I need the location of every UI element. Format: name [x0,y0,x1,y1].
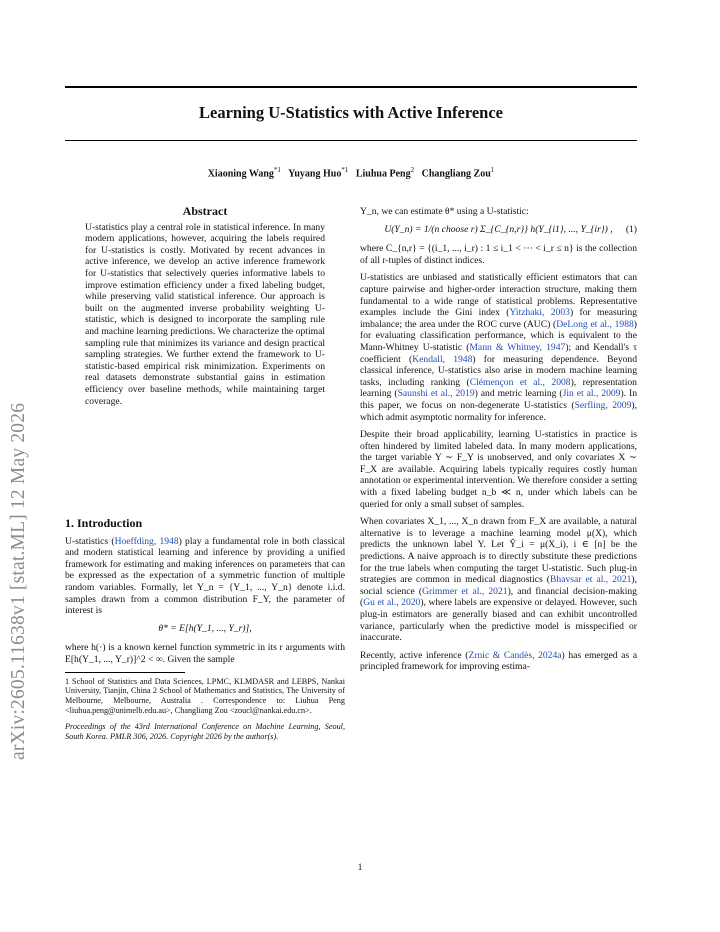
citation-link[interactable]: Bhavsar et al., 2021 [550,574,632,586]
citation-link[interactable]: Kendall, 1948 [412,353,473,365]
page-number: 1 [357,862,363,873]
right-paragraph-3: Despite their broad applicability, learning U-statistics in practice is often hindered by limited labeled data. In many modern applications, the target variable Y ∼ F_Y is unobserved, and only covariates X ∼ F_X are available. Acquiring labels typically requires costly human annotation or experimental intervention. We therefore consider a setting with a fixed labeling budget n_b ≪ n, under which labels can be queried for only a small subset of samples. [360,429,637,510]
abstract-text: U-statistics play a central role in statistical inference. In many modern applications, however, acquiring the labels required for U-statistics is costly. Motivated by recent advances in active inference, we develop an active inference framework for U-statistics that selectively queries informative labels to improve estimation efficiency under a fixed labeling budget, while preserving valid statistical inference. Our approach is built on the augmented inverse probability weighting U-statistic, which is designed to incorporate the sampling rule and machine learning predictions. We characterize the optimal sampling rule that minimizes its variance and design practical sampling strategies. We further extend the framework to U-statistic-based empirical risk minimization. Experiments on real datasets demonstrate substantial gains in estimation efficiency over baseline methods, while maintaining target coverage. [85,221,325,407]
citation-link[interactable]: Mann & Whitney, 1947 [469,341,566,353]
citation-link[interactable]: DeLong et al., 1988 [556,318,634,330]
right-paragraph-0: Y_n, we can estimate θ* using a U-statistic: [360,206,529,217]
citation-link[interactable]: Zrnic & Candès, 2024a [468,649,562,661]
author-name: Liuhua Peng [355,168,411,180]
citation-link[interactable]: Yitzhaki, 2003 [509,307,570,319]
author-affil-mark: 2 [410,166,415,174]
author-affil-mark: *1 [273,166,281,174]
right-paragraph-5: Recently, active inference (Zrnic & Candès, 2024a) has emerged as a principled framework for improving estima- [360,649,637,673]
right-paragraph-2: U-statistics are unbiased and statistically efficient estimators that can capture pairwise and higher-order interaction structure, making them fundamental to a wide range of statistical problems. Representative examples include the Gini index (Yitzhaki, 2003) for measuring imbalance; the area under the ROC curve (AUC) (DeLong et al., 1988) for evaluating classification performance, which is equivalent to the Mann-Whitney U-statistic (Mann & Whitney, 1947); and Kendall's τ coefficient (Kendall, 1948) for measuring dependence. Beyond classical inference, U-statistics also arise in modern machine learning tasks, including ranking (Clémençon et al., 2008), representation learning (Saunshi et al., 2019) and metric learning (Jin et al., 2009). In this paper, we focus on non-degenerate U-statistics (Serfling, 2009), which admit asymptotic normality for inference. [360,272,638,423]
proceedings-note: Proceedings of the 43rd International Conference on Machine Learning, Seoul, South Korea. PMLR 306, 2026. Copyright 2026 by the author(s). [65,721,345,741]
citation-link[interactable]: Clémençon et al., 2008 [469,376,571,388]
author-name: Yuyang Huo [288,168,342,180]
paper-title: Learning U-Statistics with Active Inference [199,103,503,122]
citation-link[interactable]: Jin et al., 2009 [562,388,621,400]
citation-link[interactable]: Hoeffding, 1948 [114,535,179,547]
title-bottom-rule [65,140,637,141]
intro-paragraph-1: U-statistics (Hoeffding, 1948) play a fundamental role in both classical and modern statistical learning and inference by providing a unified framework for estimating and making inferences on parameters that can be expressed as the expectation of a symmetric function of multiple random variables. Formally, let Y_n = {Y_1, ..., Y_n} denote i.i.d. samples drawn from a common distribution F_Y, the parameter of interest is [65,535,345,617]
citation-link[interactable]: Serfling, 2009 [574,399,632,411]
footnote-rule [65,672,185,673]
left-column [65,206,345,413]
intro-paragraph-2: where h(·) is a known kernel function symmetric in its r arguments with E[h(Y_1, ..., Y_r)]^2 < ∞. Given the sample [65,642,345,665]
citation-link[interactable]: Gu et al., 2020 [363,597,421,609]
right-paragraph-1: where C_{n,r} = {(i_1, ..., i_r) : 1 ≤ i_1 < ··· < i_r ≤ n} is the collection of all r-tuples of distinct indices. [360,243,637,266]
author-affil-mark: *1 [341,166,349,174]
arxiv-stamp: arXiv:2605.11638v1 [stat.ML] 12 May 2026 [8,402,29,760]
equation-number: (1) [625,223,637,235]
author-affil-mark: 1 [490,166,495,174]
citation-link[interactable]: Saunshi et al., 2019 [397,388,475,400]
top-rule [65,86,637,88]
citation-link[interactable]: Grimmer et al., 2021 [422,585,508,597]
footnote-affiliations: 1 School of Statistics and Data Sciences, LPMC, KLMDASR and LEBPS, Nankai University, Tianjin, China 2 School of Mathematics and Statistics, The University of Melbourne, Melbourne, Australia . Correspondence to: Liuhua Peng <liuhua.peng@unimelb.edu.au>, Changliang Zou <zoucl@nankai.edu.cn>. [65,676,345,715]
right-paragraph-4: When covariates X_1, ..., X_n drawn from F_X are available, a natural alternative is to leverage a machine learning model μ(X), which predicts the unknown label Y. Let Ŷ_i = μ(X_i), i ∈ [n] be the predictions. A naive approach is to directly substitute these predictions for the true labels when computing the target U-statistic. Such plug-in strategies are common in medical diagnostics (Bhavsar et al., 2021), social science (Grimmer et al., 2021), and financial decision-making (Gu et al., 2020), where labels are expensive or delayed. However, such plug-in estimators are generally biased and can exhibit uncontrolled variance, particularly when the predictive model is misspecified or inaccurate. [360,516,638,644]
author-name: Changliang Zou [421,168,491,180]
author-name: Xiaoning Wang [207,168,274,180]
author-list [65,166,637,179]
right-column [360,206,637,679]
intro-heading: 1. Introduction [65,516,143,530]
intro-section [65,518,345,747]
equation-theta: θ* = E[h(Y_1, ..., Y_r)], [158,622,252,634]
equation-u-statistic: U(Y_n) = 1/(n choose r) Σ_{C_{n,r}} h(Y_{i1}, ..., Y_{ir}) , (1) [384,223,637,235]
abstract-heading: Abstract [182,204,228,218]
